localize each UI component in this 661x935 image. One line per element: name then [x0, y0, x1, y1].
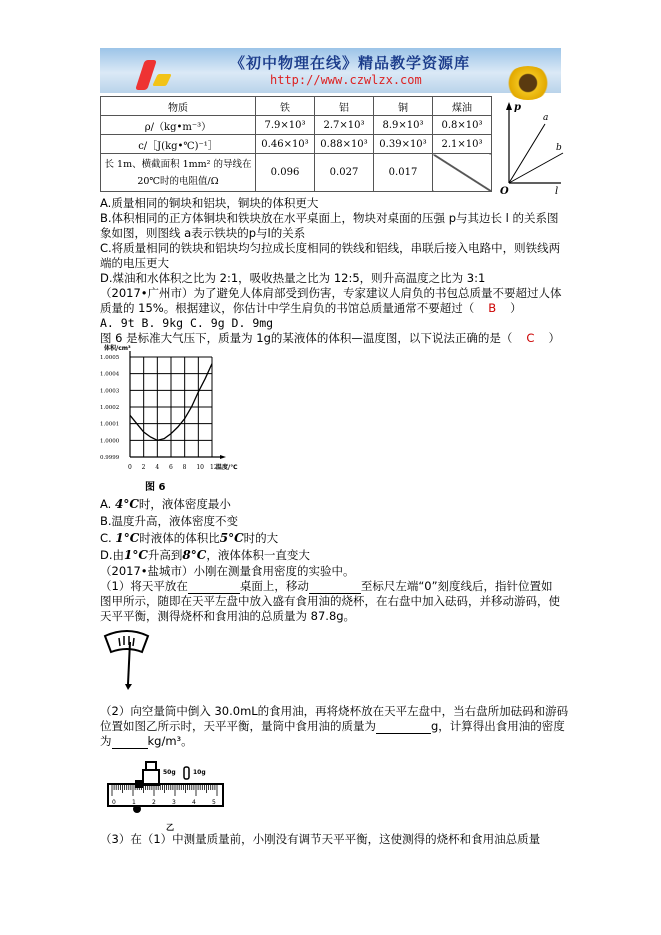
table-header: 物质 — [101, 97, 256, 116]
arrow-icon — [220, 455, 226, 459]
scale-label: 2 — [152, 799, 156, 806]
paren: ） — [548, 331, 560, 345]
scale-label: 5 — [212, 799, 216, 806]
weight-label: 10g — [193, 769, 206, 776]
question-2-stem-cont — [100, 301, 522, 316]
table-cell: 0.46×10³ — [256, 135, 315, 154]
y-tick-label: 1.0003 — [100, 388, 120, 395]
volume-temperature-chart — [100, 343, 238, 488]
line-b — [509, 153, 563, 183]
option-b-cont: 象如图，则图线 a表示铁块的p与l的关系 — [100, 226, 306, 240]
x-tick-label: 8 — [182, 464, 187, 471]
scale-label: 0 — [112, 799, 116, 806]
q4-part2-cont — [100, 734, 193, 749]
weights-and-scale-figure — [100, 752, 230, 837]
option-c: C.将质量相同的铁块和铝块均匀拉成长度相同的铁线和铝线，串联后接入电路中，则铁线两 — [100, 241, 561, 255]
y-tick-label: 1.0000 — [100, 438, 120, 445]
answer-blank[interactable] — [309, 579, 361, 594]
q4-part3: （3）在（1）中测量质量前，小刚没有调节天平平衡，这使测得的烧杯和食用油总质量 — [100, 832, 541, 846]
weight-label: 50g — [163, 769, 176, 776]
p-label: p — [514, 102, 521, 113]
l-label: l — [555, 186, 559, 197]
question-2-stem: （2017•广州市）为了避免人体肩部受到伤害，专家建议人肩负的书包总质量不要超过人体 — [100, 286, 562, 300]
table-cell: 2.7×10³ — [315, 116, 374, 135]
q4-part2-cont — [100, 719, 565, 734]
x-tick-label: 4 — [155, 464, 160, 471]
q3-option-d — [100, 548, 310, 563]
q4-part2: （2）向空量筒中倒入 30.0mL的食用油，再将烧杯放在天平左盘中，当右盘所加砝码和游码 — [100, 704, 569, 718]
table-cell: 0.027 — [315, 154, 374, 192]
banner-url: http://www.czwlzx.com — [270, 73, 422, 87]
table-header-row — [101, 97, 492, 116]
table-header: 铁 — [256, 97, 315, 116]
q3-option-a — [100, 497, 231, 512]
paren: ） — [510, 301, 522, 315]
y-tick-label: 1.0005 — [100, 355, 120, 361]
text: （1）将天平放在 — [100, 579, 188, 593]
x-tick-label: 0 — [128, 464, 132, 471]
temp: 1°C — [115, 531, 140, 545]
figure-label: 乙 — [166, 823, 174, 832]
stem-text: 质量的 15%。根据建议，你估计中学生肩负的书馆总质量通常不要超过（ — [100, 301, 475, 315]
q4-part1 — [100, 579, 553, 594]
q4-part1-cont: 图甲所示，随即在天平左盘中放入盛有食用油的烧杯，在右盘中加入砝码，并移动游码，使 — [100, 594, 560, 608]
stem-text: 图 6 是标准大气压下，质量为 1g的某液体的体积—温度图，以下说法正确的是（ — [100, 331, 513, 345]
table-cell-diagonal — [433, 154, 492, 192]
option-b: B.体积相同的正方体铜块和铁块放在水平桌面上，物块对桌面的压强 p与其边长 l 的关系图 — [100, 211, 559, 225]
arrow-icon — [506, 102, 512, 110]
text: 升高到 — [147, 548, 183, 562]
q3-option-c — [100, 531, 278, 546]
y-tick-label: 1.0002 — [100, 405, 120, 411]
pressure-length-graph — [497, 98, 563, 197]
option-c-cont: 端的电压更大 — [100, 256, 169, 270]
text: 时，液体密度最小 — [138, 497, 231, 511]
answer-blank[interactable] — [376, 719, 431, 734]
temp: 5°C — [219, 531, 244, 545]
answer-blank[interactable] — [112, 734, 148, 749]
table-row — [101, 116, 492, 135]
table-header: 铝 — [315, 97, 374, 116]
text: 位置如图乙所示时，天平平衡，量筒中食用油的质量为 — [100, 719, 376, 733]
y-tick-label: 0.9999 — [100, 455, 120, 461]
option-d: D.煤油和水体积之比为 2:1，吸收热量之比为 12:5，则升高温度之比为 3:1 — [100, 271, 486, 285]
table-cell: 0.017 — [374, 154, 433, 192]
prefix: C. — [100, 531, 116, 545]
scale-bar — [108, 784, 223, 806]
table-cell: 0.096 — [256, 154, 315, 192]
y-tick-label: 1.0001 — [100, 421, 120, 428]
x-tick-label: 6 — [169, 464, 173, 471]
scale-label: 1 — [132, 799, 136, 806]
scale-label: 3 — [172, 799, 176, 806]
logo-icon-accent — [152, 74, 172, 86]
table-header: 铜 — [374, 97, 433, 116]
text: ，液体体积一直变大 — [206, 548, 310, 562]
y-tick-label: 1.0004 — [100, 371, 120, 378]
text: 时液体的体积比 — [139, 531, 220, 545]
q3-option-b — [100, 514, 238, 529]
line-a — [509, 124, 545, 183]
text: 桌面上，移动 — [239, 579, 309, 593]
b-label: b — [556, 143, 562, 153]
x-tick-label: 10 — [196, 464, 204, 471]
scale-label: 4 — [192, 799, 196, 806]
weight-10g — [184, 767, 189, 779]
temp: 8°C — [182, 548, 207, 562]
x-tick-label: 2 — [141, 464, 146, 471]
text: 至标尺左端“0”刻度线后，指针位置如 — [360, 579, 553, 593]
temp: 4°C — [114, 497, 139, 511]
table-cell: 8.9×10³ — [374, 116, 433, 135]
weight-50g — [143, 770, 159, 785]
origin-label: O — [500, 186, 509, 197]
table-cell: 7.9×10³ — [256, 116, 315, 135]
prefix: A. — [100, 497, 115, 511]
material-table — [100, 96, 492, 192]
option-a: A.质量相同的铜块和铝块，铜块的体积更大 — [100, 196, 319, 210]
table-cell: ρ/（kg•m⁻³） — [101, 116, 256, 135]
table-row — [101, 135, 492, 154]
question-2-options: A. 9t B. 9kg C. 9g D. 9mg — [100, 316, 274, 330]
table-cell: 0.8×10³ — [433, 116, 492, 135]
q4-part1-cont: 天平平衡，测得烧杯和食用油的总质量为 87.8g。 — [100, 609, 356, 623]
table-cell: 0.39×10³ — [374, 135, 433, 154]
text: 温度升高，液体密度不变 — [111, 514, 239, 528]
prefix: B. — [100, 514, 112, 528]
balance-pointer-figure — [102, 628, 152, 694]
banner-title: 《初中物理在线》精品教学资源库 — [230, 54, 471, 72]
x-axis-label: 温度/℃ — [216, 464, 238, 471]
temp: 1°C — [124, 548, 148, 562]
header-banner — [100, 48, 561, 93]
x-tick-label: 12 — [210, 464, 218, 471]
text: 为 — [100, 734, 112, 748]
answer: C — [526, 331, 535, 345]
sunflower-image — [505, 66, 551, 100]
answer-blank[interactable] — [188, 579, 240, 594]
figure-caption: 图 6 — [145, 482, 166, 493]
y-axis-label: 体积/cm³ — [104, 345, 131, 352]
text: kg/m³。 — [147, 734, 193, 748]
prefix: D.由 — [100, 548, 125, 562]
table-row — [101, 154, 492, 192]
table-header: 煤油 — [433, 97, 492, 116]
table-cell: 2.1×10³ — [433, 135, 492, 154]
rider — [135, 780, 143, 788]
table-cell: 0.88×10³ — [315, 135, 374, 154]
table-cell: c/［J(kg•℃)⁻¹］ — [101, 135, 256, 154]
question-4-intro: （2017•盐城市）小刚在测量食用密度的实验中。 — [100, 564, 355, 578]
text: 时的大 — [243, 531, 279, 545]
a-label: a — [543, 113, 549, 123]
answer: B — [488, 301, 497, 315]
text: g，计算得出食用油的密度 — [431, 719, 565, 733]
table-cell: 长 1m、横截面积 1mm² 的导线在 20℃时的电阻值/Ω — [101, 154, 256, 192]
